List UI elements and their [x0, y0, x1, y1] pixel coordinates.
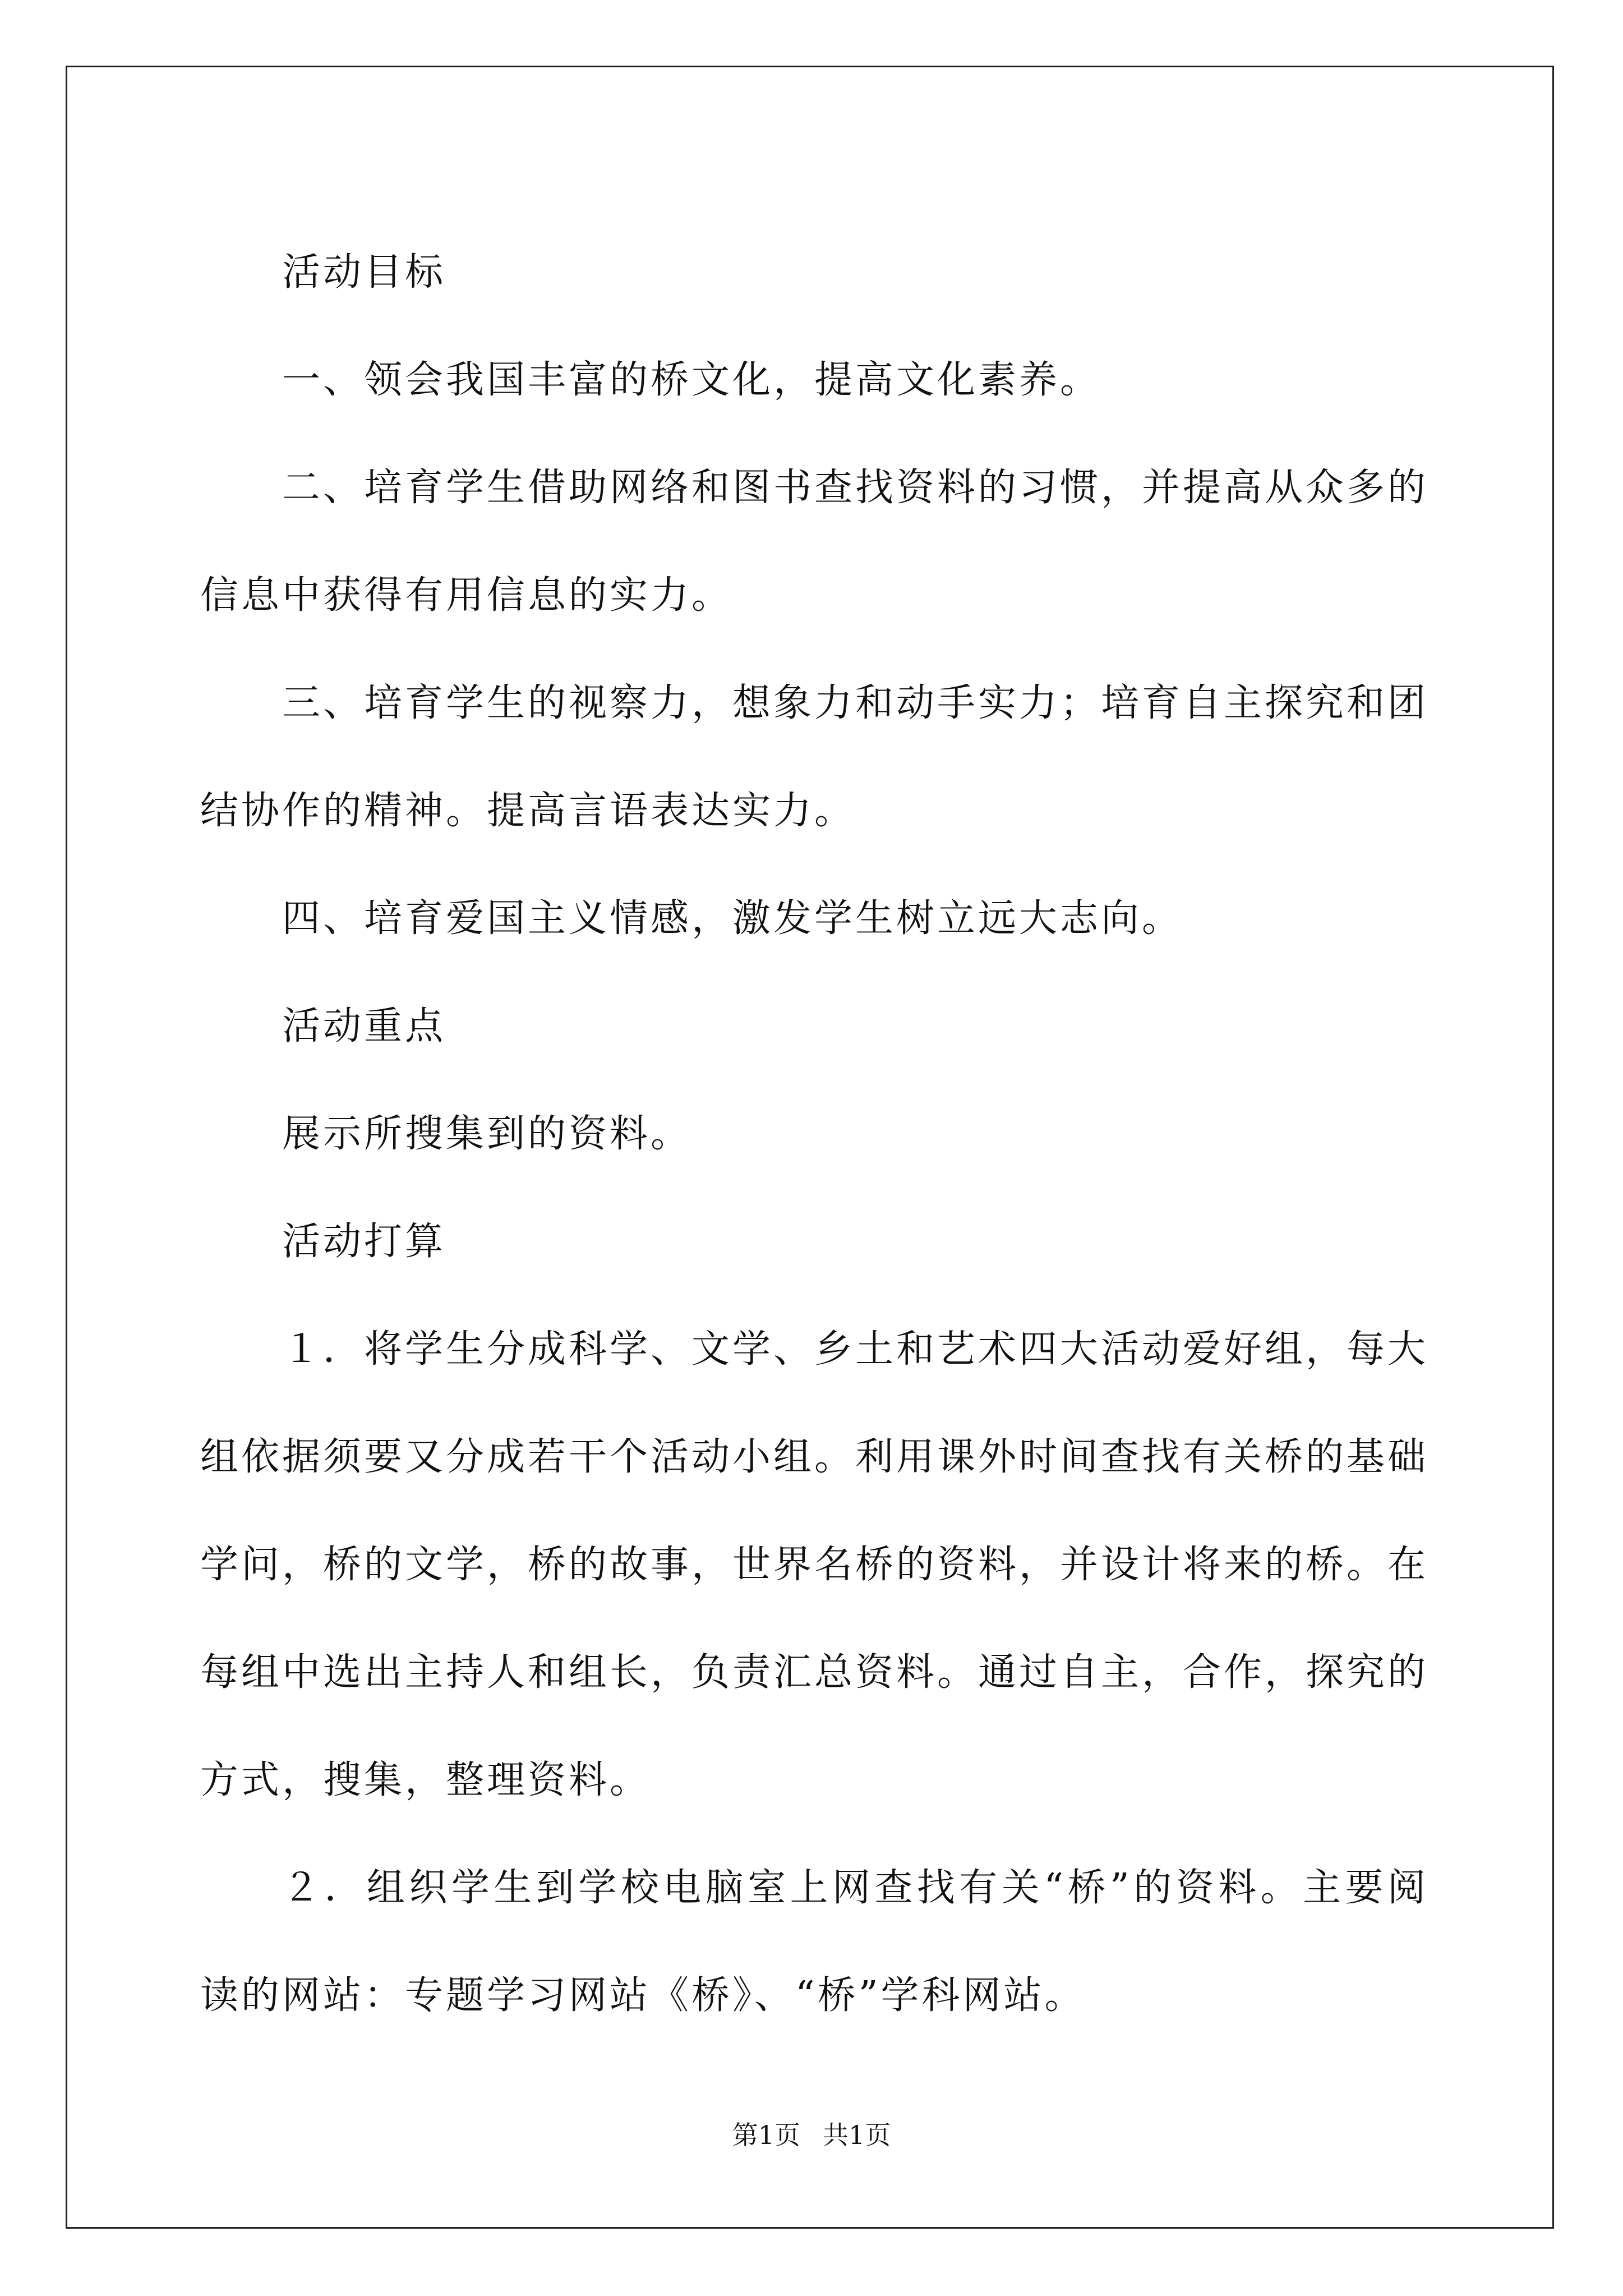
page-number-current: 第1页 — [732, 2120, 800, 2150]
plan-paragraph-1: １．将学生分成科学、文学、乡土和艺术四大活动爱好组，每大组依据须要又分成若干个活动小组。利用课外时间查找有关桥的基础学问，桥的文学，桥的故事，世界名桥的资料，并设计将来的桥。在每组中选出主持人和组长，负责汇总资料。通过自主，合作，探究的方式，搜集，整理资料。 — [200, 1327, 1429, 1802]
goal-paragraph-4: 四、培育爱国主义情感，激发学生树立远大志向。 — [282, 896, 1183, 941]
section-heading-plan: 活动打算 — [282, 1220, 446, 1264]
focus-paragraph: 展示所搜集到的资料。 — [282, 1112, 692, 1156]
section-heading-focus: 活动重点 — [282, 1004, 446, 1048]
section-heading-goals: 活动目标 — [282, 250, 446, 295]
goal-paragraph-3: 三、培育学生的视察力，想象力和动手实力；培育自主探究和团结协作的精神。提高言语表达实力。 — [200, 681, 1429, 833]
goal-paragraph-1: 一、领会我国丰富的桥文化，提高文化素养。 — [282, 358, 1101, 402]
page-number-total: 共1页 — [823, 2120, 891, 2150]
document-body — [200, 219, 1428, 2050]
page-footer — [0, 2119, 1623, 2151]
plan-paragraph-2: ２．组织学生到学校电脑室上网查找有关“桥”的资料。主要阅读的网站：专题学习网站《桥》、“桥”学科网站。 — [200, 1866, 1428, 2018]
goal-paragraph-2: 二、培育学生借助网络和图书查找资料的习惯，并提高从众多的信息中获得有用信息的实力。 — [200, 466, 1429, 618]
